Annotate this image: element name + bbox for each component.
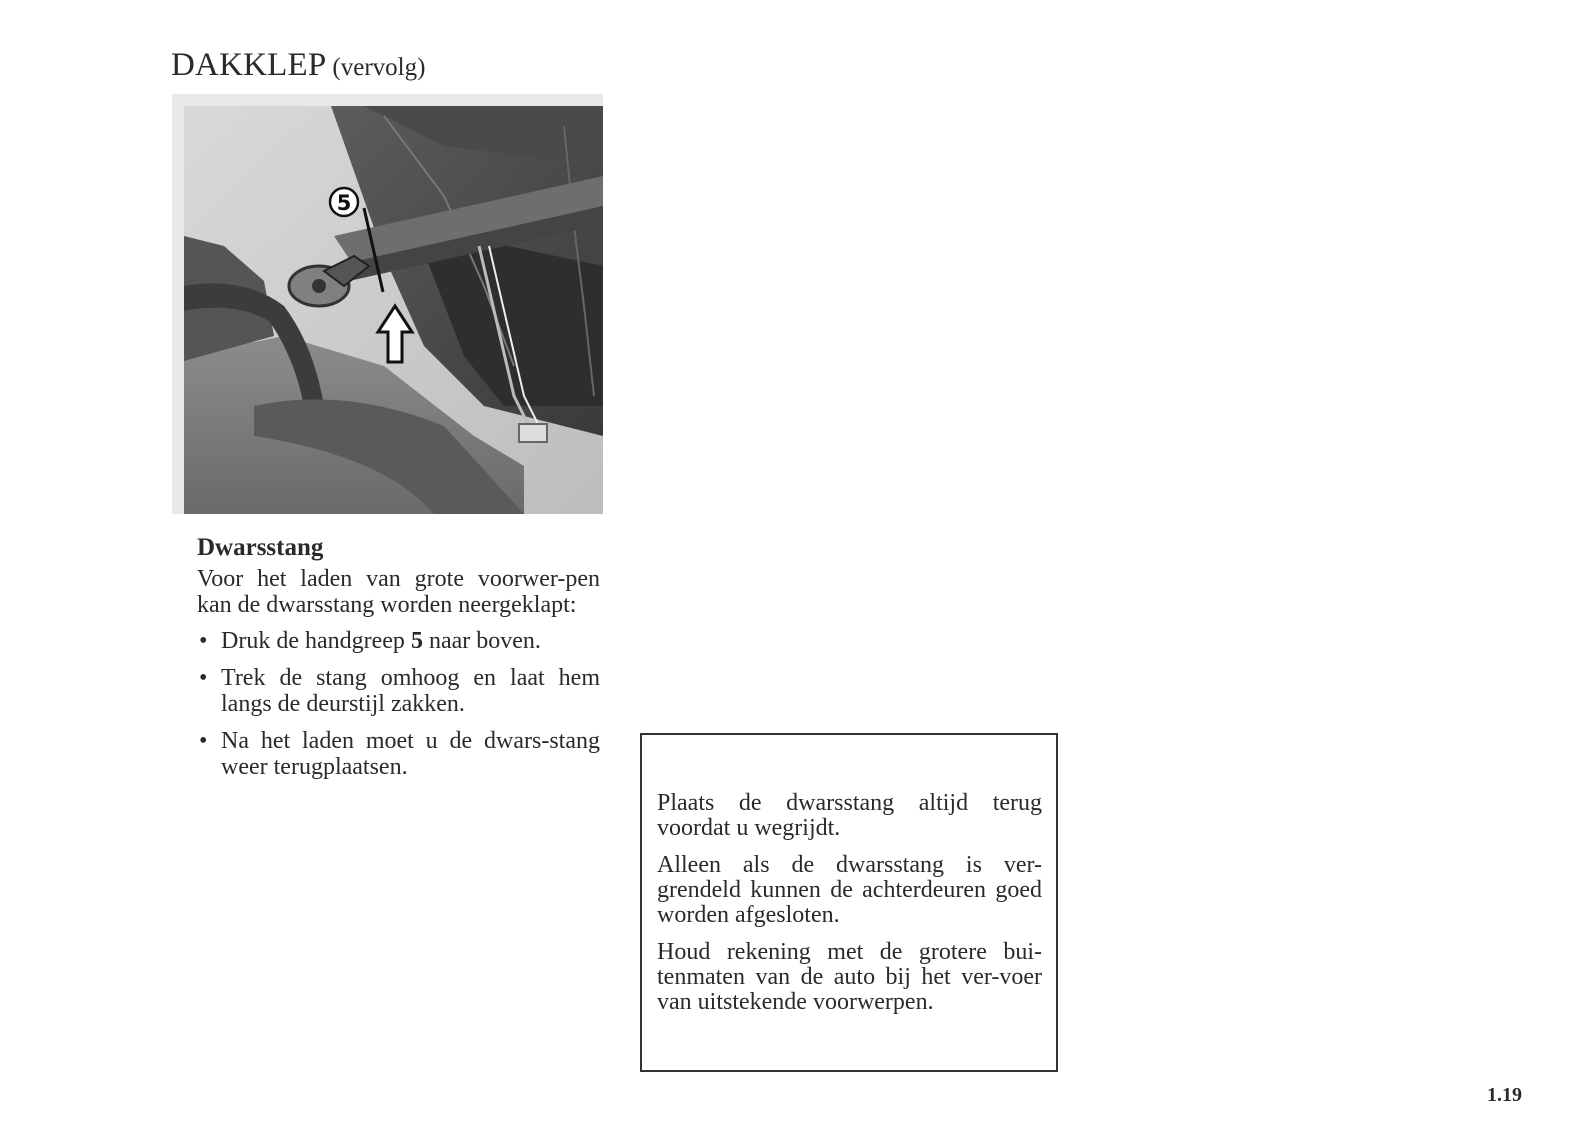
list-item-text: naar boven.	[422, 628, 541, 654]
bullet-icon: •	[199, 665, 208, 691]
callout-label: 5	[336, 191, 352, 215]
warning-note-box	[640, 733, 1058, 1072]
handle-reference: 5	[410, 628, 423, 654]
list-item	[197, 728, 600, 780]
list-item-text: Druk de handgreep	[221, 628, 411, 654]
page-number: 1.19	[1487, 1084, 1522, 1106]
list-item	[197, 628, 600, 654]
intro-paragraph: Voor het laden van grote voorwer-pen kan de dwarsstang worden neergeklapt:	[197, 566, 600, 618]
bullet-icon: •	[199, 728, 208, 754]
note-paragraph: Plaats de dwarsstang altijd terug voordat u wegrijdt.	[657, 790, 1042, 841]
crossbar-section	[197, 533, 600, 791]
note-paragraph: Houd rekening met de grotere bui-tenmaten van de auto bij het ver-voer van uitstekende voorwerpen.	[657, 939, 1042, 1015]
list-item	[197, 665, 600, 717]
crossbar-photo	[184, 106, 603, 514]
section-heading: Dwarsstang	[197, 534, 324, 561]
bullet-icon: •	[199, 628, 208, 654]
note-paragraph: Alleen als de dwarsstang is ver-grendeld kunnen de achterdeuren goed worden afgesloten.	[657, 852, 1042, 928]
list-item-text: Trek de stang omhoog en laat hem langs de deurstijl zakken.	[221, 665, 600, 717]
photo-frame	[172, 94, 603, 514]
page-title-main: DAKKLEP	[171, 47, 327, 83]
list-item-text: Na het laden moet u de dwars-stang weer terugplaatsen.	[221, 728, 600, 780]
page-title	[171, 48, 425, 82]
instruction-list	[197, 628, 600, 780]
page-title-subtitle: (vervolg)	[332, 54, 426, 81]
